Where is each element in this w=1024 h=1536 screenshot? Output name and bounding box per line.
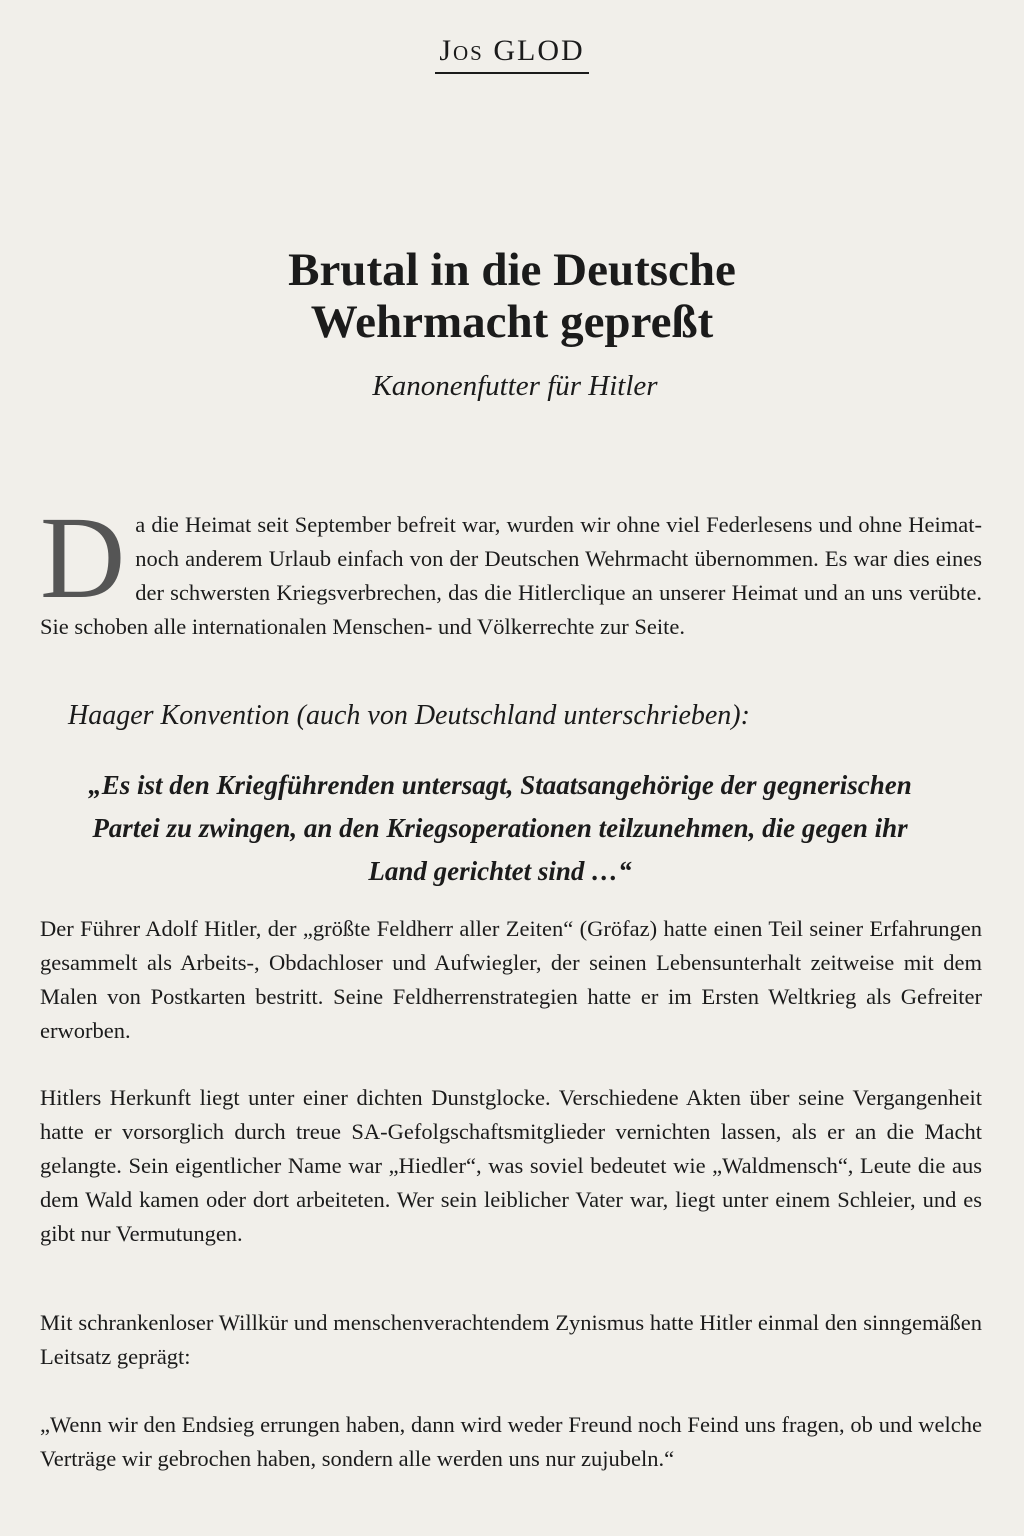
drop-cap: D	[40, 492, 126, 623]
title-line-1: Brutal in die Deutsche	[288, 244, 736, 296]
paragraph-hitler-experience: Der Führer Adolf Hitler, der „größte Feldherr aller Zeiten“ (Gröfaz) hatte einen Teil seiner Erfahrungen gesammelt als Arbeits-, Obdachloser und Aufwiegler, der seinen Lebensunterhalt zeitweise mit dem Malen von Postkarten bestritt. Seine Feldherrenstrategien hatte er im Ersten Weltkrieg als Gefreiter erworben.	[40, 916, 982, 1043]
author-name: Jos GLOD	[435, 34, 588, 74]
convention-heading: Haager Konvention (auch von Deutschland unterschrieben):	[68, 700, 750, 731]
article-title	[0, 244, 1024, 348]
intro-paragraph	[40, 492, 982, 644]
convention-quote: „Es ist den Kriegführenden untersagt, Staatsangehörige der gegnerischen Partei zu zwingen, an den Kriegsoperationen teilzunehmen, die gegen ihr Land gerichtet sind …“	[88, 770, 912, 886]
paragraph-hitler-origin: Hitlers Herkunft liegt unter einer dichten Dunstglocke. Verschiedene Akten über seine Vergangenheit hatte er vorsorglich durch treue SA-Gefolgschaftsmitglieder vernichten lassen, als er an die Macht gelangte. Sein eigentlicher Name war „Hiedler“, was soviel bedeutet wie „Waldmensch“, Leute die aus dem Wald kamen oder dort arbeiteten. Wer sein leiblicher Vater war, liegt unter einem Schleier, und es gibt nur Vermutungen.	[40, 1085, 982, 1246]
running-header	[0, 34, 1024, 74]
title-line-2: Wehrmacht gepreßt	[310, 296, 714, 348]
article-subtitle: Kanonenfutter für Hitler	[372, 370, 658, 402]
paragraph-leitsatz-quote: „Wenn wir den Endsieg errungen haben, dann wird weder Freund noch Feind uns fragen, ob und welche Verträge wir gebrochen haben, sondern alle werden uns nur zujubeln.“	[40, 1412, 982, 1471]
intro-text: a die Heimat seit September befreit war, wurden wir ohne viel Federlesens und ohne Heimat- noch anderem Urlaub einfach von der Deutschen Wehrmacht übernommen. Es war dies eines der schwersten Kriegsverbrechen, das die Hitlerclique an unserer Heimat und an uns verübte. Sie schoben alle internationalen Menschen- und Völkerrechte zur Seite.	[40, 512, 982, 639]
paragraph-leitsatz-intro: Mit schrankenloser Willkür und menschenverachtendem Zynismus hatte Hitler einmal den sinngemäßen Leitsatz geprägt:	[40, 1310, 982, 1369]
